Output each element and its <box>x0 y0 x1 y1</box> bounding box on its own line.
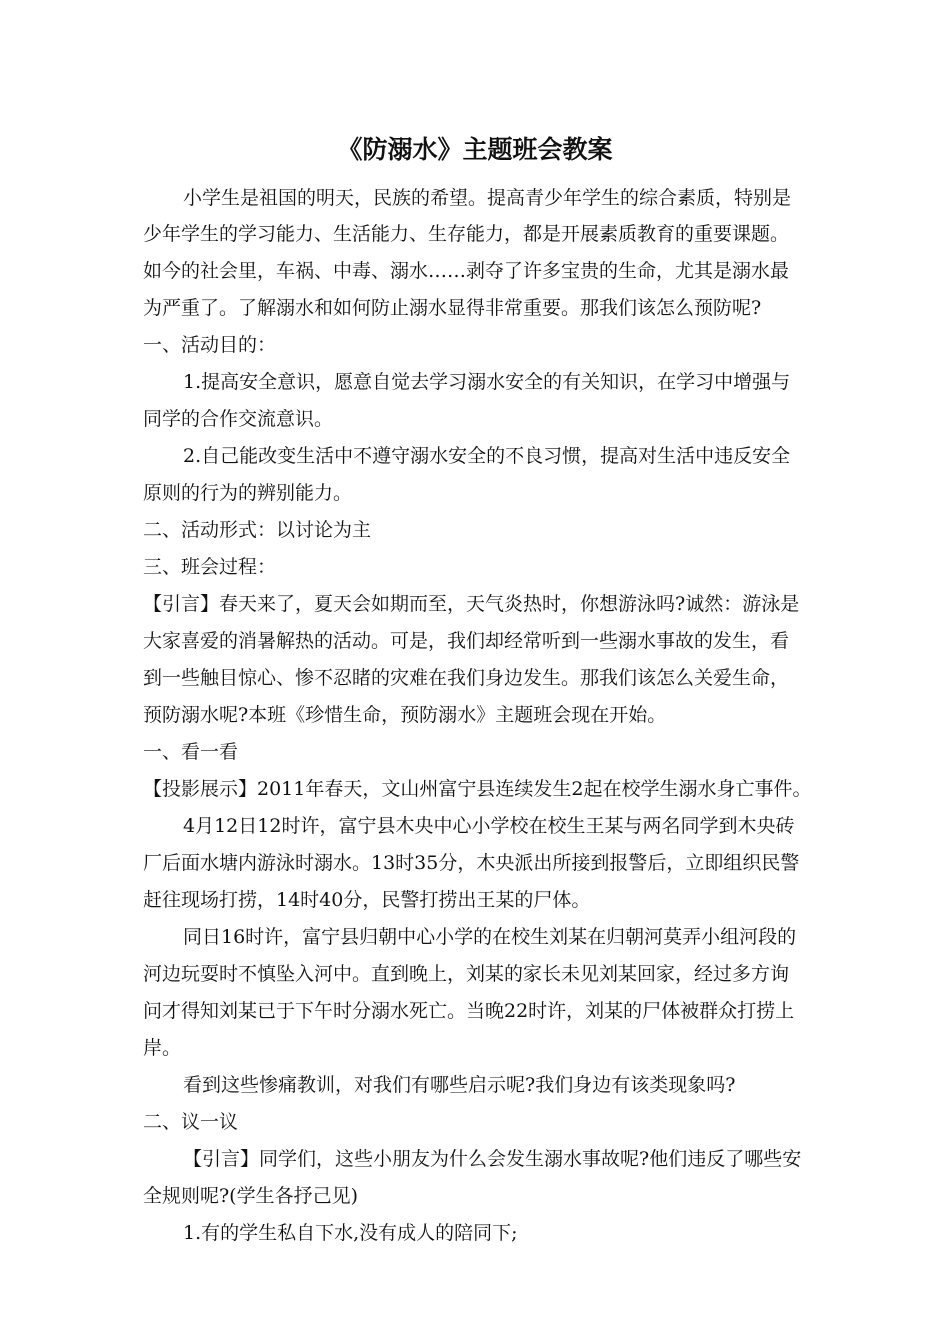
paragraph-line: 到一些触目惊心、惨不忍睹的灾难在我们身边发生。那我们该怎么关爱生命， <box>143 667 790 689</box>
paragraph-line: 【引言】同学们，这些小朋友为什么会发生溺水事故呢?他们违反了哪些安 <box>183 1148 802 1170</box>
list-item: 1.提高安全意识，愿意自觉去学习溺水安全的有关知识，在学习中增强与 <box>183 371 791 393</box>
paragraph-line: 预防溺水呢?本班《珍惜生命，预防溺水》主题班会现在开始。 <box>143 704 667 726</box>
paragraph-line: 岸。 <box>143 1037 182 1059</box>
section-heading: 二、活动形式：以讨论为主 <box>143 519 372 541</box>
paragraph-line: 小学生是祖国的明天，民族的希望。提高青少年学生的综合素质，特别是 <box>183 187 792 209</box>
paragraph-line: 大家喜爱的消暑解热的活动。可是，我们却经常听到一些溺水事故的发生，看 <box>143 630 790 652</box>
list-item: 1.有的学生私自下水,没有成人的陪同下; <box>183 1222 518 1244</box>
section-heading: 一、看一看 <box>143 741 239 763</box>
section-heading: 一、活动目的： <box>143 334 277 356</box>
paragraph-line: 4月12日12时许，富宁县木央中心小学校在校生王某与两名同学到木央砖 <box>183 815 795 837</box>
paragraph-line: 如今的社会里，车祸、中毒、溺水……剥夺了许多宝贵的生命，尤其是溺水最 <box>143 260 790 282</box>
list-item: 同学的合作交流意识。 <box>143 408 334 430</box>
paragraph-line: 同日16时许，富宁县归朝中心小学的在校生刘某在归朝河莫弄小组河段的 <box>183 926 797 948</box>
list-item: 2.自己能改变生活中不遵守溺水安全的不良习惯，提高对生活中违反安全 <box>183 445 791 467</box>
paragraph-line: 为严重了。了解溺水和如何防止溺水显得非常重要。那我们该怎么预防呢? <box>143 297 762 319</box>
list-item: 原则的行为的辨别能力。 <box>143 482 353 504</box>
paragraph-line: 【引言】春天来了，夏天会如期而至，天气炎热时，你想游泳吗?诚然：游泳是 <box>143 593 800 615</box>
page-title: 《防溺水》主题班会教案 <box>337 135 613 164</box>
paragraph-line: 问才得知刘某已于下午时分溺水死亡。当晚22时许，刘某的尸体被群众打捞上 <box>143 1000 795 1022</box>
paragraph-line: 赶往现场打捞，14时40分，民警打捞出王某的尸体。 <box>143 889 591 911</box>
paragraph-line: 厂后面水塘内游泳时溺水。13时35分，木央派出所接到报警后，立即组织民警 <box>143 852 800 874</box>
section-heading: 二、议一议 <box>143 1111 239 1133</box>
section-heading: 三、班会过程： <box>143 556 277 578</box>
paragraph-line: 【投影展示】2011年春天，文山州富宁县连续发生2起在校学生溺水身亡事件。 <box>143 778 812 800</box>
paragraph-line: 看到这些惨痛教训，对我们有哪些启示呢?我们身边有该类现象吗? <box>183 1074 736 1096</box>
paragraph-line: 少年学生的学习能力、生活能力、生存能力，都是开展素质教育的重要课题。 <box>143 223 790 245</box>
paragraph-line: 全规则呢?(学生各抒己见) <box>143 1185 359 1207</box>
paragraph-line: 河边玩耍时不慎坠入河中。直到晚上，刘某的家长未见刘某回家，经过多方询 <box>143 963 790 985</box>
